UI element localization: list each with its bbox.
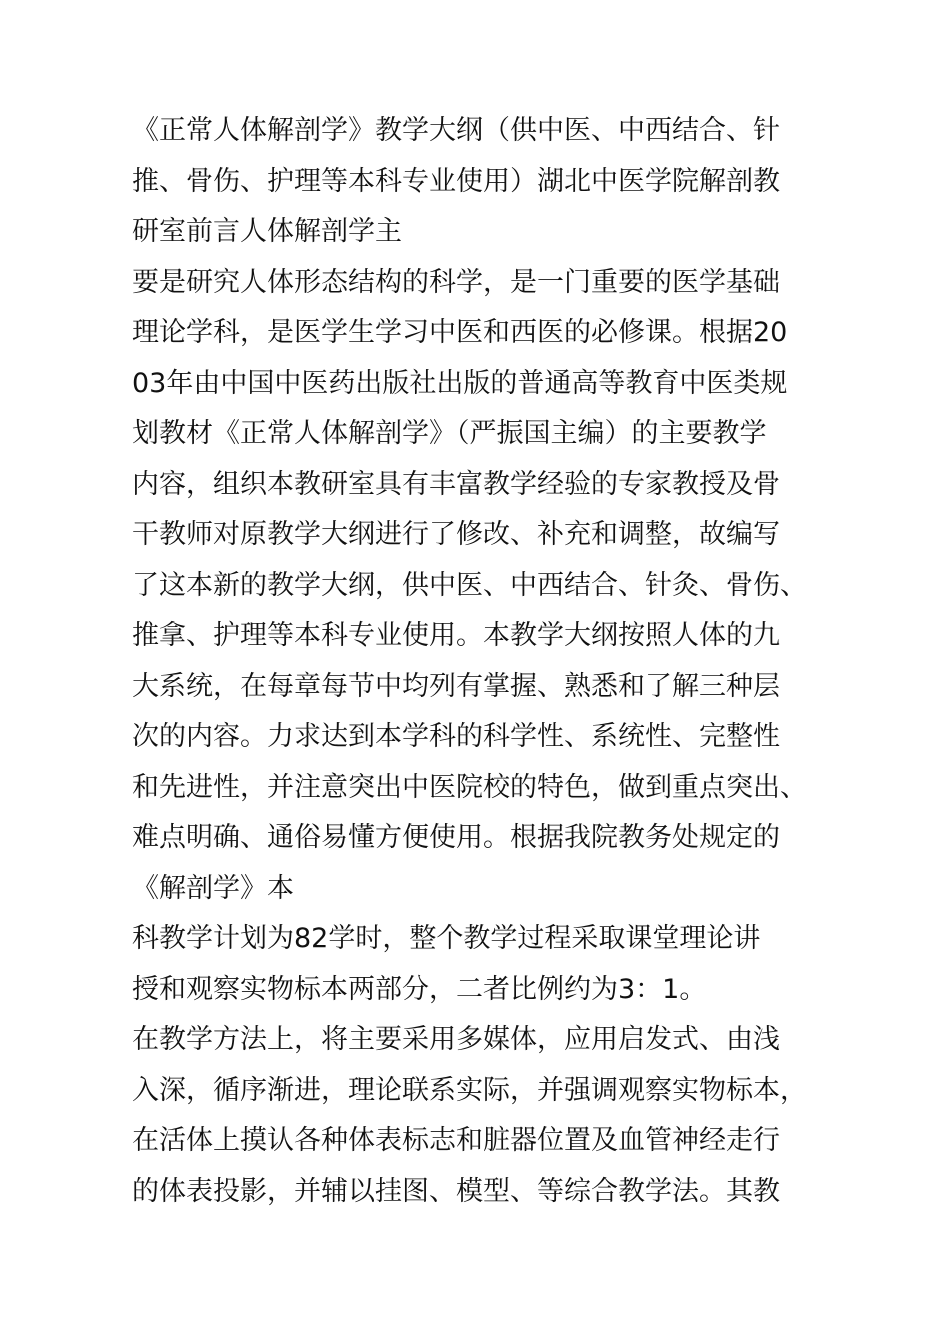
text-line-8: 内容，组织本教研室具有丰富教学经验的专家教授及骨 <box>132 468 780 500</box>
text-line-2: 推、骨伤、护理等本科专业使用）湖北中医学院解剖教 <box>132 165 780 197</box>
document-body <box>132 106 844 1217</box>
text-line-19: 在教学方法上，将主要采用多媒体，应用启发式、由浅 <box>132 1024 780 1055</box>
text-line-20: 入深，循序渐进，理论联系实际，并强调观察实物标本， <box>132 1074 807 1106</box>
text-line-7: 划教材《正常人体解剖学》（严振国主编）的主要教学 <box>132 418 767 449</box>
text-line-17: 科教学计划为82学时，整个教学过程采取课堂理论讲 <box>132 923 761 954</box>
text-line-9: 干教师对原教学大纲进行了修改、补充和调整，故编写 <box>132 519 780 550</box>
text-line-14: 和先进性，并注意突出中医院校的特色，做到重点突出、 <box>132 771 807 803</box>
text-line-5: 理论学科，是医学生学习中医和西医的必修课。根据20 <box>132 317 788 348</box>
text-line-3: 研室前言人体解剖学主 <box>132 216 402 247</box>
text-line-12: 大系统，在每章每节中均列有掌握、熟悉和了解三种层 <box>132 670 780 702</box>
text-line-1: 《正常人体解剖学》教学大纲（供中医、中西结合、针 <box>132 115 780 146</box>
text-line-10: 了这本新的教学大纲，供中医、中西结合、针灸、骨伤、 <box>132 569 807 601</box>
text-line-13: 次的内容。力求达到本学科的科学性、系统性、完整性 <box>132 721 780 752</box>
text-line-16: 《解剖学》本 <box>132 872 294 904</box>
text-line-6: 03年由中国中医药出版社出版的普通高等教育中医类规 <box>132 367 788 399</box>
text-line-11: 推拿、护理等本科专业使用。本教学大纲按照人体的九 <box>132 620 780 651</box>
text-line-4: 要是研究人体形态结构的科学，是一门重要的医学基础 <box>132 266 780 298</box>
text-line-21: 在活体上摸认各种体表标志和脏器位置及血管神经走行 <box>132 1125 780 1156</box>
text-line-15: 难点明确、通俗易懂方便使用。根据我院教务处规定的 <box>132 822 780 853</box>
text-line-22: 的体表投影，并辅以挂图、模型、等综合教学法。其教 <box>132 1175 780 1207</box>
text-line-18: 授和观察实物标本两部分，二者比例约为3：1。 <box>132 973 707 1005</box>
